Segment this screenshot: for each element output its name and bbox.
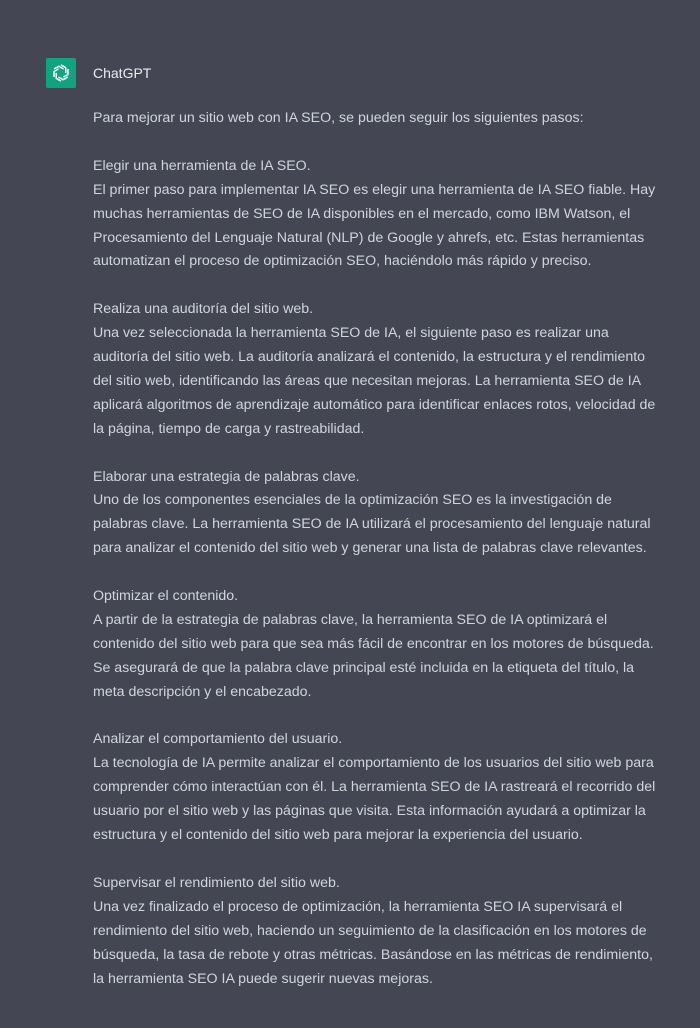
- message-intro: Para mejorar un sitio web con IA SEO, se pueden seguir los siguientes pasos:: [93, 110, 584, 126]
- step-section: [93, 155, 658, 275]
- step-body: Uno de los componentes esenciales de la optimización SEO es la investigación de palabras clave. La herramienta SEO de IA utilizará el procesamiento del lenguaje natural para analizar el contenido del sitio web y generar una lista de palabras clave relevantes.: [93, 492, 651, 557]
- step-section: [93, 728, 658, 848]
- assistant-avatar: [46, 58, 76, 88]
- step-body: La tecnología de IA permite analizar el comportamiento de los usuarios del sitio web para comprender cómo interactúan con él. La herramienta SEO de IA rastreará el recorrido del usuario por el sitio web y las páginas que visita. Esta información ayudará a optimizar la estructura y el contenido del sitio web para mejorar la experiencia del usuario.: [93, 755, 656, 844]
- step-title: Optimizar el contenido.: [93, 588, 239, 605]
- step-body: Una vez finalizado el proceso de optimización, la herramienta SEO IA supervisará el rendimiento del sitio web, haciendo un seguimiento de la clasificación en los motores de búsqueda, la tasa de rebote y otras métricas. Basándose en las métricas de rendimiento, la herramienta SEO IA puede sugerir nuevas mejoras.: [93, 898, 653, 987]
- message-content: [93, 107, 658, 1015]
- step-title: Realiza una auditoría del sitio web.: [93, 301, 314, 318]
- step-title: Elegir una herramienta de IA SEO.: [93, 157, 311, 174]
- step-title: Analizar el comportamiento del usuario.: [93, 731, 343, 748]
- openai-logo-icon: [50, 62, 72, 84]
- step-section: [93, 585, 658, 705]
- step-title: Supervisar el rendimiento del sitio web.: [93, 874, 340, 891]
- step-section: [93, 872, 658, 992]
- message-author: ChatGPT: [93, 65, 152, 81]
- step-body: Una vez seleccionada la herramienta SEO de IA, el siguiente paso es realizar una auditoría del sitio web. La auditoría analizará el contenido, la estructura y el rendimiento del sitio web, identificando las áreas que necesitan mejoras. La herramienta SEO de IA aplicará algoritmos de aprendizaje automático para identificar enlaces rotos, velocidad de la página, tiempo de carga y rastreabilidad.: [93, 325, 656, 437]
- step-title: Elaborar una estrategia de palabras clave.: [93, 468, 360, 485]
- step-body: El primer paso para implementar IA SEO es elegir una herramienta de IA SEO fiable. Hay muchas herramientas de SEO de IA disponibles en el mercado, como IBM Watson, el Procesamiento del Lenguaje Natural (NLP) de Google y ahrefs, etc. Estas herramientas automatizan el proceso de optimización SEO, haciéndolo más rápido y preciso.: [93, 181, 656, 270]
- step-section: [93, 298, 658, 441]
- step-body: A partir de la estrategia de palabras clave, la herramienta SEO de IA optimizará el contenido del sitio web para que sea más fácil de encontrar en los motores de búsqueda. Se asegurará de que la palabra clave principal esté incluida en la etiqueta del título, la meta descripción y el encabezado.: [93, 611, 654, 700]
- step-section: [93, 466, 658, 562]
